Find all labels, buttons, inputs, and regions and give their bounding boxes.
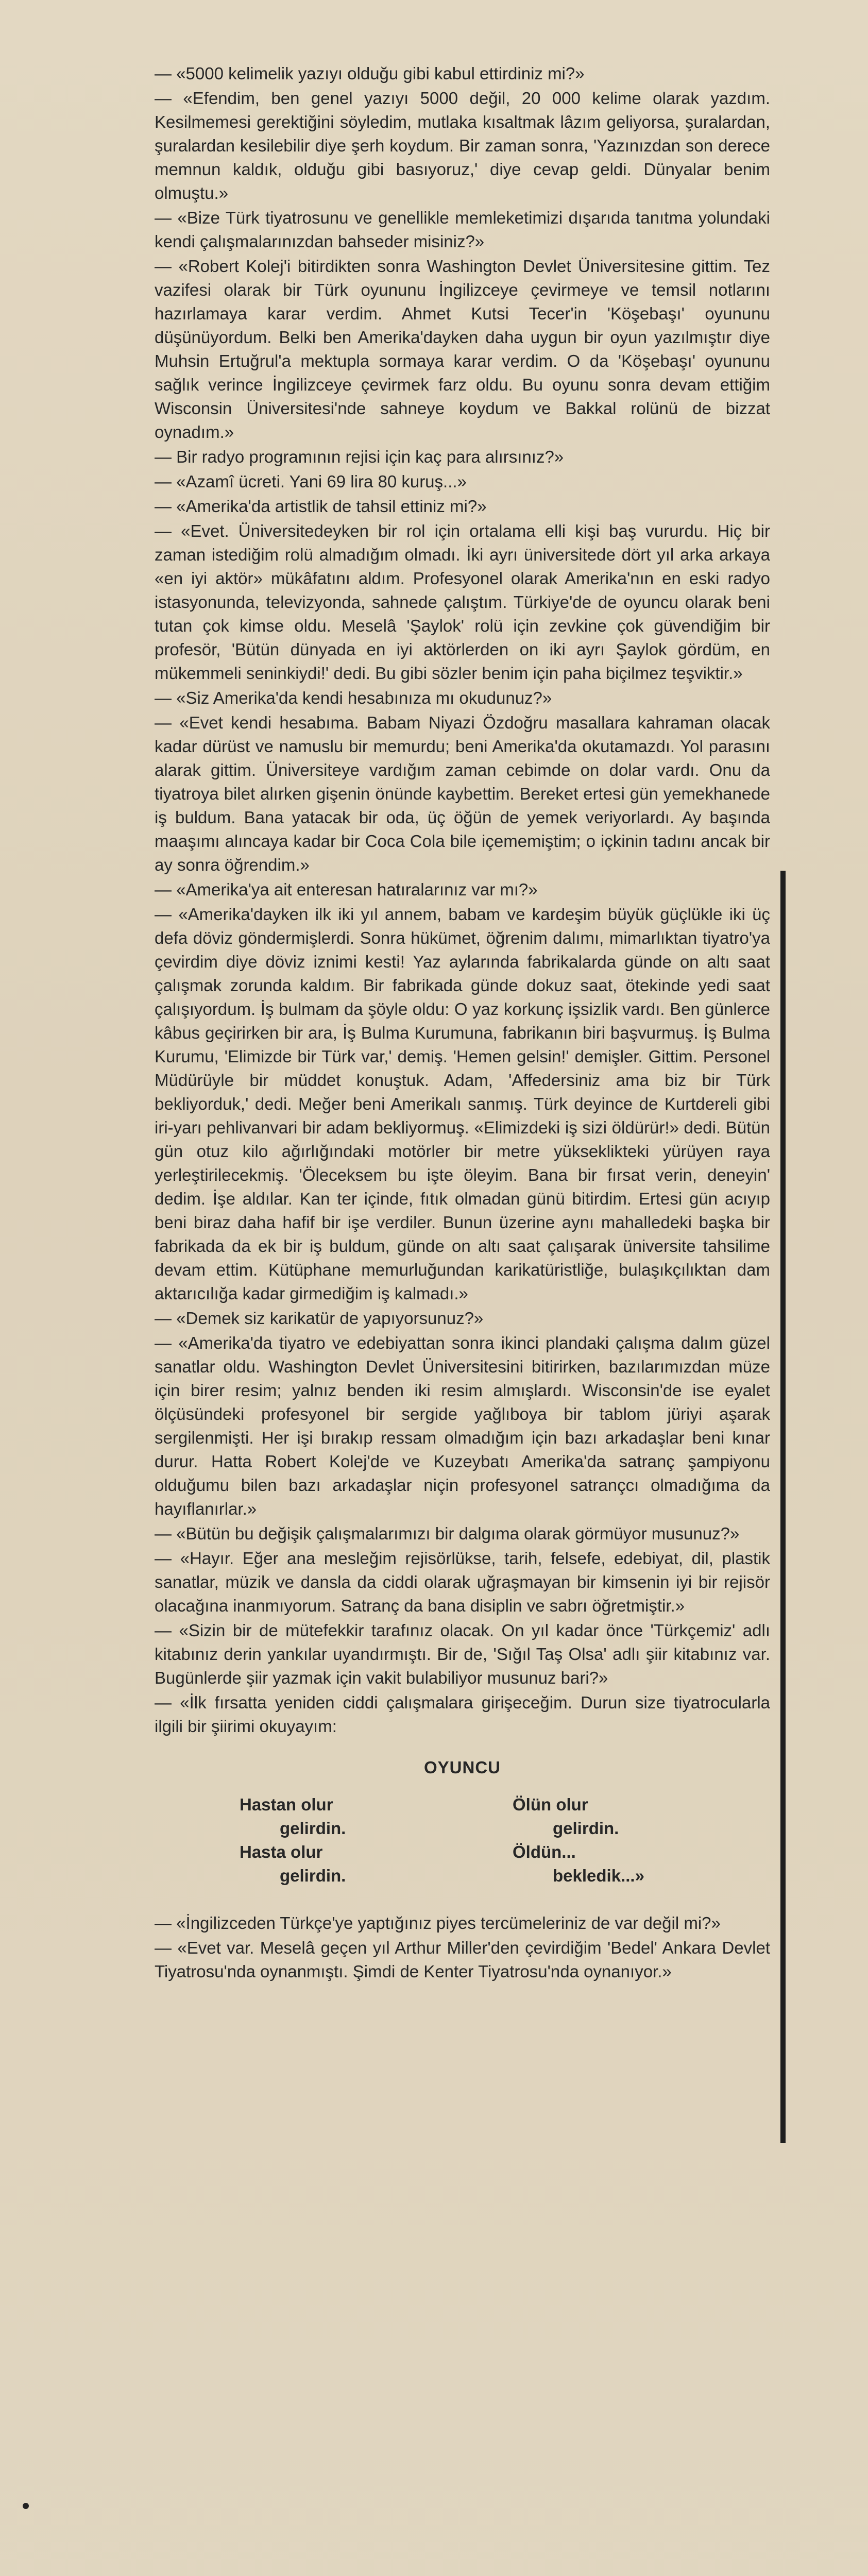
- poem-line: bekledik...»: [553, 1866, 644, 1885]
- dialogue-paragraph: — «Azamî ücreti. Yani 69 lira 80 kuruş...»: [155, 470, 770, 494]
- column-rule: [780, 871, 786, 2143]
- poem-right-column: [513, 1793, 644, 1888]
- poem: [155, 1793, 770, 1911]
- dialogue-paragraph: — «İngilizceden Türkçe'ye yaptığınız piyes tercümeleriniz de var değil mi?»: [155, 1911, 770, 1935]
- dialogue-paragraph: — «Amerika'da artistlik de tahsil ettiniz mi?»: [155, 495, 770, 518]
- article-column: [155, 62, 770, 1985]
- dialogue-paragraph: — «Robert Kolej'i bitirdikten sonra Washington Devlet Üniversitesine gittim. Tez vazifesi olarak bir Türk oyununu İngilizceye çevirmeye ve temsil notlarını hazırlamaya karar verdim. Ahmet Kutsi Tecer'in 'Köşebaşı' oyununu düşünüyordum. Belki ben Amerika'dayken daha uygun bir oyun yazılmıştır diye Muhsin Ertuğrul'a mektupla sormaya karar verdim. O da 'Köşebaşı' oyununu sağlık verince İngilizceye çevirmek farz oldu. Bu oyunu sonra devam ettiğim Wisconsin Üniversitesi'nde sahneye koydum ve Bakkal rolünü de bizzat oynadım.»: [155, 255, 770, 444]
- dialogue-paragraph: — «Bütün bu değişik çalışmalarımızı bir dalgıma olarak görmüyor musunuz?»: [155, 1522, 770, 1546]
- poem-title: OYUNCU: [423, 1758, 501, 1777]
- poem-left-column: [240, 1793, 346, 1888]
- dialogue-paragraph: — «5000 kelimelik yazıyı olduğu gibi kabul ettirdiniz mi?»: [155, 62, 770, 86]
- dialogue-paragraph: — «Bize Türk tiyatrosunu ve genellikle memleketimizi dışarıda tanıtma yolundaki kendi çalışmalarınızdan bahseder misiniz?»: [155, 206, 770, 253]
- poem-line: Ölün olur: [513, 1795, 588, 1814]
- poem-line: gelirdin.: [280, 1866, 346, 1885]
- dialogue-paragraph: — «Amerika'ya ait enteresan hatıralarınız var mı?»: [155, 878, 770, 902]
- dialogue-paragraph: — «İlk fırsatta yeniden ciddi çalışmalara girişeceğim. Durun size tiyatrocularla ilgili bir şiirimi okuyayım:: [155, 1691, 770, 1738]
- dialogue-paragraph: — «Amerika'dayken ilk iki yıl annem, babam ve kardeşim büyük güçlükle iki üç defa döviz göndermişlerdi. Sonra hükümet, öğrenim dalımı, mimarlıktan tiyatro'ya çevirdim diye döviz iznimi kesti! Yaz aylarında fabrikalarda günde on altı saat çalışmak zorunda kaldım. Bir fabrikada günde dokuz saat, ötekinde yedi saat çalışıyordum. İş bulmam da şöyle oldu: O yaz korkunç işsizlik vardı. Ben günlerce kâbus geçirirken bir ara, İş Bulma Kurumuna, fabrikanın biri başvurmuş. İş Bulma Kurumu, 'Elimizde bir Türk var,' demiş. 'Hemen gelsin!' demişler. Gittim. Personel Müdürüyle bir müddet konuştuk. Adam, 'Affedersiniz ama biz bir Türk bekliyorduk,' dedi. Meğer beni Amerikalı sanmış. Türk deyince de Kurtdereli gibi iri-yarı pehlivanvari bir adam bekliyormuş. «Elimizdeki iş sizi öldürür!» dedi. Bütün gün otuz kilo ağırlığındaki motörler bir metre yükseklikteki yürüyen raya yerleştirilecekmiş. 'Öleceksem bu işte öleyim. Bana bir fırsat verin, deneyin' dedim. İşe aldılar. Kan ter içinde, fıtık olmadan günü bitirdim. Ertesi gün acıyıp beni biraz daha hafif bir işe verdiler. Bunun üzerine aynı mahalledeki başka bir fabrikada da ek bir iş buldum, günde on altı saat çalışarak üniversite tahsilime devam ettim. Kütüphane memurluğundan karikatüristliğe, bulaşıkçılıktan dam aktarıcılığa kadar girmediğim iş kalmadı.»: [155, 903, 770, 1306]
- poem-line: gelirdin.: [280, 1819, 346, 1838]
- dialogue-paragraph: — «Efendim, ben genel yazıyı 5000 değil, 20 000 kelime olarak yazdım. Kesilmemesi gerektiğini söyledim, mutlaka kısaltmak lâzım geliyorsa, şuralardan, şuralardan kesilebilir diye şerh koydum. Bir zaman sonra, 'Yazınızdan son derece memnun kaldık, olduğu gibi basıyoruz,' diye cevap geldi. Dünyalar benim olmuştu.»: [155, 87, 770, 205]
- dialogue-paragraph: — Bir radyo programının rejisi için kaç para alırsınız?»: [155, 445, 770, 469]
- dialogue-paragraph: — «Sizin bir de mütefekkir tarafınız olacak. On yıl kadar önce 'Türkçemiz' adlı kitabınız derin yankılar uyandırmıştı. Bir de, 'Sığıl Taş Olsa' adlı şiir kitabınız var. Bugünlerde şiir yazmak için vakit bulabiliyor musunuz bari?»: [155, 1619, 770, 1690]
- dialogue-paragraph: — «Evet. Üniversitedeyken bir rol için ortalama elli kişi baş vururdu. Hiç bir zaman istediğim rolü almadığım olmadı. İki ayrı üniversitede dört yıl arka arkaya «en iyi aktör» mükâfatını aldım. Profesyonel olarak Amerika'nın en eski radyo istasyonunda, televizyonda, sahnede çalıştım. Türkiye'de de oyuncu olarak beni tutan çok kimse oldu. Meselâ 'Şaylok' rolü için zevkine çok güvendiğim bir profesör, 'Bütün dünyada en iyi aktörlerden on iki ayrı Şaylok gördüm, en mükemmeli seninkiydi!' dedi. Bu gibi sözler benim için paha biçilmez teşviktir.»: [155, 519, 770, 685]
- dialogue-paragraph: — «Amerika'da tiyatro ve edebiyattan sonra ikinci plandaki çalışma dalım güzel sanatlar oldu. Washington Devlet Üniversitesini bitirirken, bazılarımızdan müze için birer resim; yalnız benden iki resim almışlardı. Wisconsin'de ise eyalet ölçüsündeki profesyonel bir sergide yağlıboya bir tablom jüriyi aşarak sergilenmişti. Her işi bırakıp ressam olmadığım için bazı arkadaşlar beni kınar durur. Hatta Robert Kolej'de ve Kuzeybatı Amerika'da satranç şampiyonu olduğumu bilen bazı arkadaşlar niçin profesyonel satrançcı olmadığıma da hayıflanırlar.»: [155, 1331, 770, 1521]
- dialogue-paragraph: — «Hayır. Eğer ana mesleğim rejisörlükse, tarih, felsefe, edebiyat, dil, plastik sanatlar, müzik ve dansla da ciddi olarak uğraşmayan bir kimsenin iyi bir rejisör olacağına inanmıyorum. Satranç da bana disiplin ve sabrı öğretmiştir.»: [155, 1547, 770, 1618]
- dialogue-paragraph: — «Evet kendi hesabıma. Babam Niyazi Özdoğru masallara kahraman olacak kadar dürüst ve namuslu bir memurdu; beni Amerika'da okutamazdı. Yol parasını alarak gittim. Üniversiteye vardığım zaman cebimde on dolar vardı. Onu da tiyatroya bilet alırken gişenin önünde kaybettim. Bereket ertesi gün yemekhanede iş buldum. Bana yatacak bir oda, üç öğün de yemek veriyorlardı. Ay başında maaşımı alıncaya kadar bir Coca Cola bile içememiştim; o içkinin tadını ancak bir ay sonra öğrendim.»: [155, 711, 770, 877]
- dialogue-paragraph: — «Siz Amerika'da kendi hesabınıza mı okudunuz?»: [155, 686, 770, 710]
- dialogue-paragraph: — «Demek siz karikatür de yapıyorsunuz?»: [155, 1307, 770, 1330]
- poem-line: Öldün...: [513, 1842, 576, 1861]
- poem-line: Hastan olur: [240, 1795, 333, 1814]
- margin-mark: [23, 2503, 29, 2509]
- dialogue-paragraph: — «Evet var. Meselâ geçen yıl Arthur Miller'den çevirdiğim 'Bedel' Ankara Devlet Tiyatrosu'nda oynanmıştı. Şimdi de Kenter Tiyatrosu'nda oynanıyor.»: [155, 1936, 770, 1984]
- poem-line: gelirdin.: [553, 1819, 619, 1838]
- poem-line: Hasta olur: [240, 1842, 323, 1861]
